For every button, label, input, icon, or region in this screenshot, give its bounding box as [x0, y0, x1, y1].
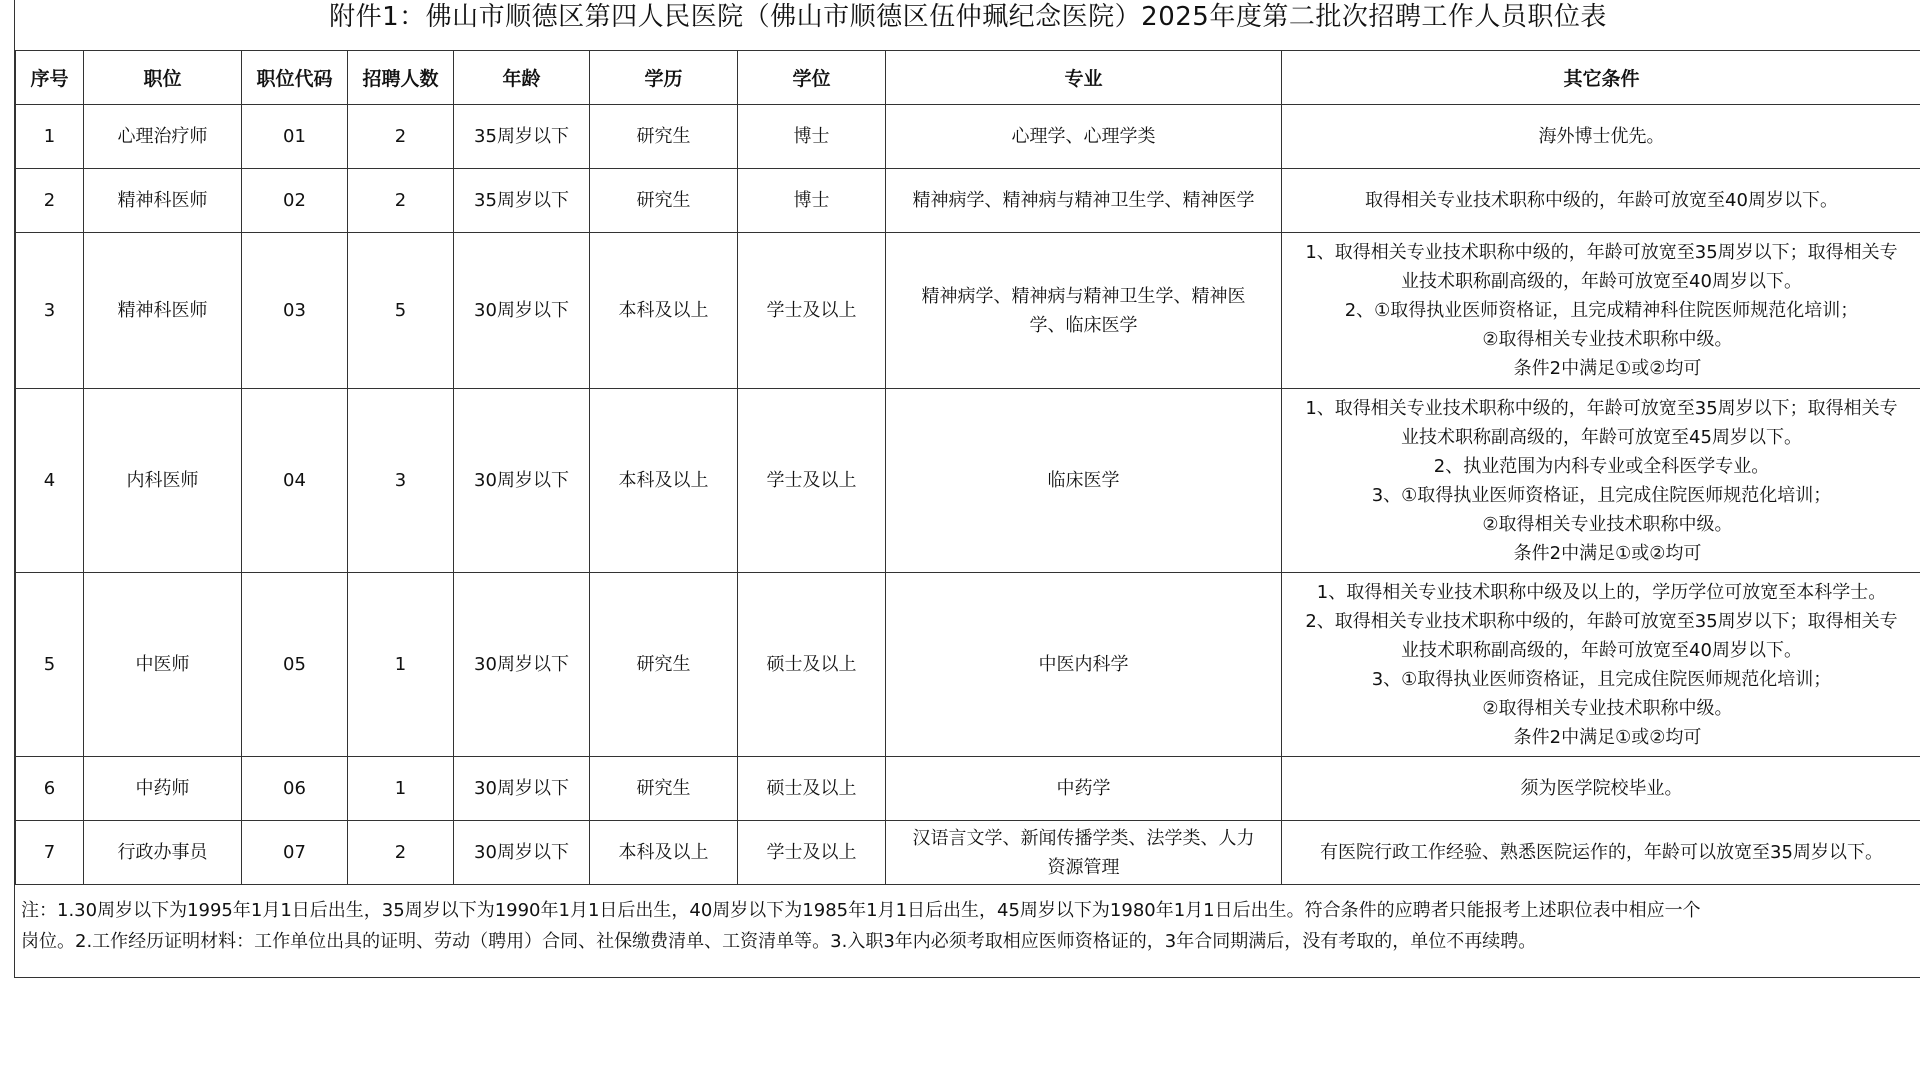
condition-line: ②取得相关专业技术职称中级。 — [1482, 513, 1733, 535]
major-cell — [886, 573, 1282, 757]
education-cell: 研究生 — [590, 105, 738, 169]
condition-line: 业技术职称副高级的，年龄可放宽至40周岁以下。 — [1401, 639, 1802, 661]
other-conditions-cell — [1282, 389, 1920, 573]
other-conditions-cell — [1282, 169, 1920, 233]
major-line: 临床医学 — [1047, 470, 1120, 491]
age-cell: 30周岁以下 — [454, 389, 590, 573]
row-number: 6 — [16, 757, 84, 821]
other-conditions-cell — [1282, 105, 1920, 169]
condition-line: ②取得相关专业技术职称中级。 — [1482, 329, 1733, 350]
header-no: 序号 — [16, 51, 84, 105]
education-cell: 研究生 — [590, 169, 738, 233]
other-conditions-cell — [1282, 233, 1920, 389]
degree-cell: 博士 — [738, 169, 886, 233]
degree-cell: 学士及以上 — [738, 821, 886, 885]
header-age: 年龄 — [454, 51, 590, 105]
document-page — [14, 0, 1920, 978]
headcount-cell: 1 — [348, 573, 454, 757]
major-cell — [886, 389, 1282, 573]
header-code: 职位代码 — [242, 51, 348, 105]
condition-line: ②取得相关专业技术职称中级。 — [1482, 697, 1733, 719]
major-line: 精神病学、精神病与精神卫生学、精神医学 — [912, 190, 1255, 211]
header-position: 职位 — [84, 51, 242, 105]
major-line: 心理学、心理学类 — [1011, 126, 1156, 147]
table-row — [16, 389, 1920, 573]
footnote-line: 注：1.30周岁以下为1995年1月1日后出生，35周岁以下为1990年1月1日后出生，40周岁以下为1985年1月1日后出生，45周岁以下为1980年1月1日后出生。符合条件的应聘者只能报考上述职位表中相应一个 — [21, 900, 1701, 921]
condition-line: 1、取得相关专业技术职称中级的，年龄可放宽至35周岁以下；取得相关专 — [1305, 242, 1898, 263]
major-line: 学、临床医学 — [1029, 314, 1138, 336]
major-cell — [886, 233, 1282, 389]
condition-line: 条件2中满足①或②均可 — [1513, 542, 1702, 564]
condition-line: 条件2中满足①或②均可 — [1513, 358, 1702, 379]
major-cell — [886, 821, 1282, 885]
education-cell: 研究生 — [590, 757, 738, 821]
row-number: 7 — [16, 821, 84, 885]
age-cell: 30周岁以下 — [454, 233, 590, 389]
condition-line: 2、取得相关专业技术职称中级的，年龄可放宽至35周岁以下；取得相关专 — [1305, 610, 1898, 632]
condition-line: 业技术职称副高级的，年龄可放宽至45周岁以下。 — [1401, 426, 1802, 448]
footnotes — [15, 884, 1920, 978]
major-cell — [886, 757, 1282, 821]
table-row — [16, 573, 1920, 757]
table-row — [16, 105, 1920, 169]
position-cell: 行政办事员 — [84, 821, 242, 885]
age-cell: 30周岁以下 — [454, 573, 590, 757]
education-cell: 本科及以上 — [590, 389, 738, 573]
table-body — [16, 105, 1920, 885]
condition-line: 1、取得相关专业技术职称中级的，年龄可放宽至35周岁以下；取得相关专 — [1305, 397, 1898, 419]
position-cell: 心理治疗师 — [84, 105, 242, 169]
headcount-cell: 2 — [348, 105, 454, 169]
age-cell: 30周岁以下 — [454, 821, 590, 885]
degree-cell: 博士 — [738, 105, 886, 169]
age-cell: 35周岁以下 — [454, 169, 590, 233]
header-count: 招聘人数 — [348, 51, 454, 105]
degree-cell: 硕士及以上 — [738, 757, 886, 821]
condition-line: 业技术职称副高级的，年龄可放宽至40周岁以下。 — [1401, 271, 1802, 292]
row-number: 5 — [16, 573, 84, 757]
table-row — [16, 233, 1920, 389]
condition-line: 3、①取得执业医师资格证，且完成住院医师规范化培训； — [1371, 484, 1832, 506]
positions-table — [15, 50, 1920, 885]
major-line: 汉语言文学、新闻传播学类、法学类、人力 — [912, 827, 1255, 849]
row-number: 1 — [16, 105, 84, 169]
table-row — [16, 757, 1920, 821]
education-cell: 研究生 — [590, 573, 738, 757]
position-code-cell: 03 — [242, 233, 348, 389]
age-cell: 30周岁以下 — [454, 757, 590, 821]
row-number: 4 — [16, 389, 84, 573]
position-cell: 内科医师 — [84, 389, 242, 573]
condition-line: 2、①取得执业医师资格证，且完成精神科住院医师规范化培训； — [1344, 300, 1859, 321]
table-header-row — [16, 51, 1920, 105]
position-code-cell: 04 — [242, 389, 348, 573]
headcount-cell: 5 — [348, 233, 454, 389]
position-cell: 精神科医师 — [84, 169, 242, 233]
position-code-cell: 02 — [242, 169, 348, 233]
position-code-cell: 06 — [242, 757, 348, 821]
major-line: 资源管理 — [1047, 856, 1120, 878]
position-cell: 精神科医师 — [84, 233, 242, 389]
education-cell: 本科及以上 — [590, 233, 738, 389]
headcount-cell: 3 — [348, 389, 454, 573]
condition-line: 条件2中满足①或②均可 — [1513, 726, 1702, 748]
other-conditions-cell — [1282, 573, 1920, 757]
degree-cell: 硕士及以上 — [738, 573, 886, 757]
header-other: 其它条件 — [1282, 51, 1920, 105]
degree-cell: 学士及以上 — [738, 389, 886, 573]
header-major: 专业 — [886, 51, 1282, 105]
position-cell: 中医师 — [84, 573, 242, 757]
headcount-cell: 2 — [348, 169, 454, 233]
document-title: 附件1：佛山市顺德区第四人民医院（佛山市顺德区伍仲珮纪念医院）2025年度第二批次招聘工作人员职位表 — [329, 2, 1607, 32]
headcount-cell: 1 — [348, 757, 454, 821]
other-conditions-cell — [1282, 757, 1920, 821]
major-line: 精神病学、精神病与精神卫生学、精神医 — [921, 285, 1246, 307]
position-code-cell: 05 — [242, 573, 348, 757]
condition-line: 海外博士优先。 — [1538, 126, 1665, 147]
header-education: 学历 — [590, 51, 738, 105]
row-number: 3 — [16, 233, 84, 389]
major-line: 中药学 — [1056, 778, 1111, 799]
headcount-cell: 2 — [348, 821, 454, 885]
condition-line: 2、执业范围为内科专业或全科医学专业。 — [1433, 455, 1770, 477]
condition-line: 取得相关专业技术职称中级的，年龄可放宽至40周岁以下。 — [1365, 190, 1838, 211]
table-row — [16, 821, 1920, 885]
position-cell: 中药师 — [84, 757, 242, 821]
major-cell — [886, 169, 1282, 233]
position-code-cell: 01 — [242, 105, 348, 169]
degree-cell: 学士及以上 — [738, 233, 886, 389]
major-cell — [886, 105, 1282, 169]
age-cell: 35周岁以下 — [454, 105, 590, 169]
condition-line: 1、取得相关专业技术职称中级及以上的，学历学位可放宽至本科学士。 — [1316, 581, 1887, 603]
row-number: 2 — [16, 169, 84, 233]
major-line: 中医内科学 — [1038, 654, 1129, 675]
condition-line: 3、①取得执业医师资格证，且完成住院医师规范化培训； — [1371, 668, 1832, 690]
position-code-cell: 07 — [242, 821, 348, 885]
table-row — [16, 169, 1920, 233]
header-degree: 学位 — [738, 51, 886, 105]
condition-line: 有医院行政工作经验、熟悉医院运作的，年龄可以放宽至35周岁以下。 — [1320, 842, 1883, 863]
condition-line: 须为医学院校毕业。 — [1520, 778, 1683, 799]
other-conditions-cell — [1282, 821, 1920, 885]
footnote-line: 岗位。2.工作经历证明材料：工作单位出具的证明、劳动（聘用）合同、社保缴费清单、工资清单等。3.入职3年内必须考取相应医师资格证的，3年合同期满后，没有考取的，单位不再续聘。 — [21, 931, 1537, 952]
education-cell: 本科及以上 — [590, 821, 738, 885]
